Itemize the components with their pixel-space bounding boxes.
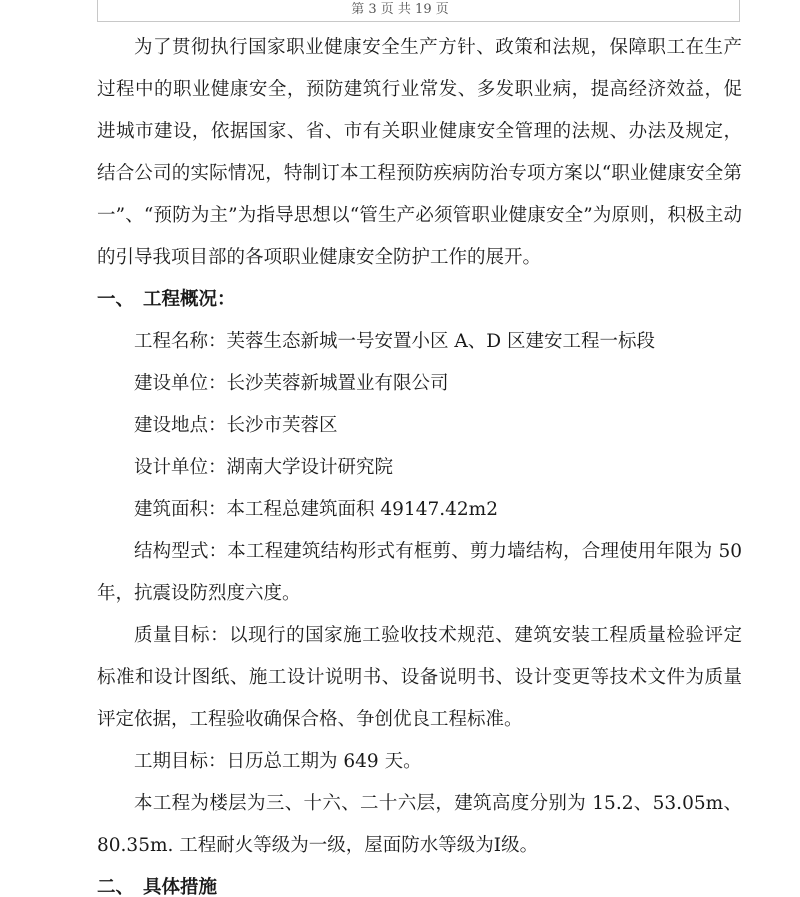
section-title: 具体措施 bbox=[143, 877, 218, 897]
section-heading-measures bbox=[97, 867, 742, 897]
section-heading-overview bbox=[97, 279, 742, 321]
overview-structure: 结构型式：本工程建筑结构形式有框剪、剪力墙结构，合理使用年限为 50 年，抗震设防烈度六度。 bbox=[97, 541, 742, 604]
overview-designer: 设计单位：湖南大学设计研究院 bbox=[134, 457, 394, 478]
overview-area: 建筑面积：本工程总建筑面积 49147.42m2 bbox=[134, 499, 498, 520]
section-number: 二、 bbox=[97, 877, 135, 897]
overview-schedule-goal: 工期目标：日历总工期为 649 天。 bbox=[134, 751, 422, 772]
section-number: 一、 bbox=[97, 289, 135, 310]
overview-building-height: 本工程为楼层为三、十六、二十六层，建筑高度分别为 15.2、53.05m、80.35m. 工程耐火等级为一级，屋面防水等级为Ⅰ级。 bbox=[97, 793, 742, 856]
document-body bbox=[97, 27, 742, 897]
page-indicator: 第 3 页 共 19 页 bbox=[351, 2, 449, 17]
overview-location: 建设地点：长沙市芙蓉区 bbox=[134, 415, 338, 436]
intro-paragraph: 为了贯彻执行国家职业健康安全生产方针、政策和法规，保障职工在生产过程中的职业健康安全，预防建筑行业常发、多发职业病，提高经济效益，促进城市建设，依据国家、省、市有关职业健康安全管理的法规、办法及规定，结合公司的实际情况，特制订本工程预防疾病防治专项方案以“职业健康安全第一”、“预防为主”为指导思想以“管生产必须管职业健康安全”为原则，积极主动的引导我项目部的各项职业健康安全防护工作的展开。 bbox=[97, 37, 742, 268]
section-title: 工程概况： bbox=[143, 289, 236, 310]
overview-project-name: 工程名称：芙蓉生态新城一号安置小区 A、D 区建安工程一标段 bbox=[134, 331, 655, 352]
overview-owner: 建设单位：长沙芙蓉新城置业有限公司 bbox=[134, 373, 449, 394]
section-heading-measures-clip bbox=[97, 867, 742, 897]
overview-quality-goal: 质量目标：以现行的国家施工验收技术规范、建筑安装工程质量检验评定标准和设计图纸、施工设计说明书、设备说明书、设计变更等技术文件为质量评定依据，工程验收确保合格、争创优良工程标准。 bbox=[97, 625, 742, 730]
